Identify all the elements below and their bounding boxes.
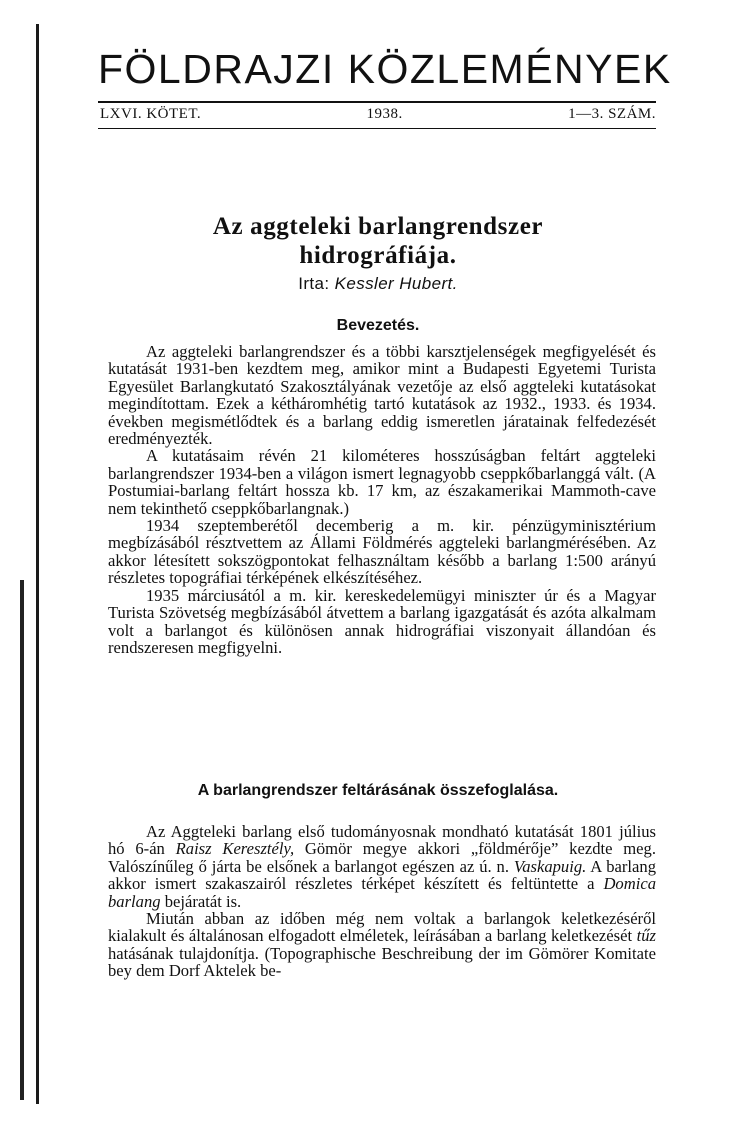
cave-name: Domica barlang bbox=[108, 874, 656, 911]
paragraph: 1934 szeptemberétől decemberig a m. kir. pénzügyminisztérium megbízásából résztvettem az Állami Földmérés aggteleki barlangmérésében. Az akkor létesített sokszögpontokat felhasználtam később a barlang 1:500 arányú részletes topográfiai térképének elkészítéséhez. bbox=[108, 516, 656, 588]
article-title bbox=[98, 212, 658, 270]
paragraph: A kutatásaim révén 21 kilométeres hosszúságban feltárt aggteleki barlangrendszer 1934-ben a világon ismert legnagyobb cseppkőbarlanggá vált. (A Postumiai-barlang feltárt hossza kb. 17 km, az északamerikai Mammoth-cave nem tekinthető cseppkőbarlangnak.) bbox=[108, 446, 656, 518]
page-edge-line bbox=[36, 24, 39, 1104]
introduction-body bbox=[108, 343, 656, 656]
journal-title: FÖLDRAJZI KÖZLEMÉNYEK bbox=[98, 46, 672, 92]
header-rule-top bbox=[98, 101, 656, 103]
volume-label: LXVI. KÖTET. bbox=[100, 106, 202, 122]
article-title-line2: hidrográfiája. bbox=[299, 242, 457, 269]
header-rule-bottom bbox=[98, 128, 656, 129]
page-edge-shadow bbox=[20, 580, 24, 1100]
issue-line bbox=[100, 106, 656, 123]
author-prefix: Irta: bbox=[298, 274, 330, 293]
article-title-line1: Az aggteleki barlangrendszer bbox=[212, 213, 544, 240]
exploration-body bbox=[108, 823, 656, 980]
author-name: Kessler Hubert. bbox=[334, 274, 458, 293]
paragraph: Az Aggteleki barlang első tudományosnak mondható kutatását 1801 július hó 6-án Raisz Keresztély, Gömör megye akkori „földmérője” kezdte meg. Valószínűleg ő járta be elsőnek a barlangot egészen az ú. n. Vaskapuig. A barlang akkor ismert szakaszairól részletes térképet készített és feltüntette a Domica barlang bejáratát is. bbox=[108, 822, 656, 911]
masthead bbox=[98, 44, 672, 94]
author-line bbox=[98, 274, 658, 294]
section-heading-exploration-summary: A barlangrendszer feltárásának összefoglalása. bbox=[197, 782, 559, 799]
paragraph: Miután abban az időben még nem voltak a barlangok keletkezéséről kialakult és általánosan elfogadott elméletek, leírásában a barlang keletkezését tűz hatásának tulajdonítja. (Topographische Beschreibung der im Gömörer Komitate bey dem Dorf Aktelek be- bbox=[108, 909, 656, 981]
emphasis-fire: tűz bbox=[636, 926, 656, 946]
person-name: Raisz Keresztély, bbox=[175, 839, 295, 859]
paragraph: Az aggteleki barlangrendszer és a többi karsztjelenségek megfigyelését és kutatását 1931-ben kezdtem meg, amikor mint a Budapesti Egyetemi Turista Egyesület Barlangkutató Szakosztályának vezetője az első aggteleki kutatásokat megindítottam. Ezek a kétháromhétig tartó kutatások az 1932., 1933. és 1934. években megismétlődtek és a barlang eddig ismeretlen járatainak felfedezését eredményezték. bbox=[108, 342, 656, 449]
issue-label: 1—3. SZÁM. bbox=[568, 106, 656, 122]
section-heading-introduction: Bevezetés. bbox=[336, 317, 420, 334]
paragraph: 1935 márciusától a m. kir. kereskedelemügyi miniszter úr és a Magyar Turista Szövetség megbízásából átvettem a barlang igazgatását és azóta alkalmam volt a barlangot és különösen annak hidrográfiai viszonyait állandóan és rendszeresen megfigyelni. bbox=[108, 585, 656, 657]
year-label: 1938. bbox=[366, 106, 403, 122]
place-name: Vaskapuig. bbox=[513, 856, 587, 876]
